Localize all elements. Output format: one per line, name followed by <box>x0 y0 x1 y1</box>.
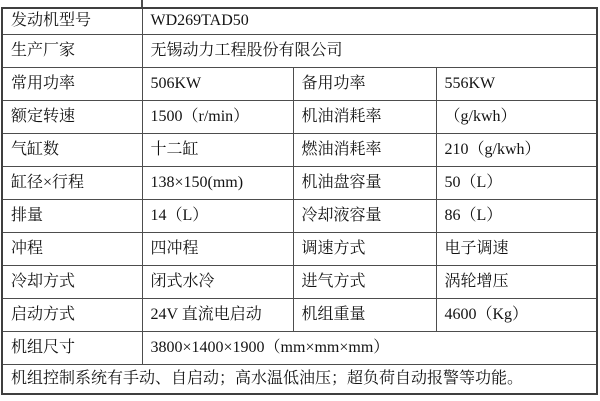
unit-dimensions-label: 机组尺寸 <box>2 331 142 364</box>
table-row <box>2 364 597 394</box>
governor-type-label: 调速方式 <box>293 232 436 265</box>
control-system-note: 机组控制系统有手动、自启动；高水温低油压；超负荷自动报警等功能。 <box>2 364 597 394</box>
rated-speed-label: 额定转速 <box>2 100 142 133</box>
table-row <box>2 166 597 199</box>
standby-power-value: 556KW <box>436 67 597 100</box>
engine-model-value: WD269TAD50 <box>142 8 597 34</box>
cylinder-count-value: 十二缸 <box>142 133 293 166</box>
fuel-consumption-label: 燃油消耗率 <box>293 133 436 166</box>
governor-type-value: 电子调速 <box>436 232 597 265</box>
cooling-method-value: 闭式水冷 <box>142 265 293 298</box>
displacement-label: 排量 <box>2 199 142 232</box>
table-row <box>2 34 597 67</box>
cylinder-count-label: 气缸数 <box>2 133 142 166</box>
unit-weight-label: 机组重量 <box>293 298 436 331</box>
stroke-type-value: 四冲程 <box>142 232 293 265</box>
displacement-value: 14（L） <box>142 199 293 232</box>
manufacturer-label: 生产厂家 <box>2 34 142 67</box>
prime-power-label: 常用功率 <box>2 67 142 100</box>
engine-model-label: 发动机型号 <box>2 8 142 34</box>
air-intake-label: 进气方式 <box>293 265 436 298</box>
table-row <box>2 331 597 364</box>
rated-speed-value: 1500（r/min） <box>142 100 293 133</box>
coolant-capacity-label: 冷却液容量 <box>293 199 436 232</box>
bore-stroke-label: 缸径×行程 <box>2 166 142 199</box>
prime-power-value: 506KW <box>142 67 293 100</box>
coolant-capacity-value: 86（L） <box>436 199 597 232</box>
table-row <box>2 199 597 232</box>
starting-method-label: 启动方式 <box>2 298 142 331</box>
oil-pan-capacity-label: 机油盘容量 <box>293 166 436 199</box>
standby-power-label: 备用功率 <box>293 67 436 100</box>
oil-pan-capacity-value: 50（L） <box>436 166 597 199</box>
bore-stroke-value: 138×150(mm) <box>142 166 293 199</box>
cooling-method-label: 冷却方式 <box>2 265 142 298</box>
table-row <box>2 133 597 166</box>
table-row <box>2 232 597 265</box>
stroke-type-label: 冲程 <box>2 232 142 265</box>
oil-consumption-label: 机油消耗率 <box>293 100 436 133</box>
table-row <box>2 8 597 34</box>
engine-spec-table <box>1 7 598 395</box>
table-row <box>2 67 597 100</box>
starting-method-value: 24V 直流电启动 <box>142 298 293 331</box>
fuel-consumption-value: 210（g/kwh） <box>436 133 597 166</box>
table-row <box>2 100 597 133</box>
table-row <box>2 298 597 331</box>
table-row <box>2 265 597 298</box>
unit-dimensions-value: 3800×1400×1900（mm×mm×mm） <box>142 331 597 364</box>
oil-consumption-value: （g/kwh） <box>436 100 597 133</box>
air-intake-value: 涡轮增压 <box>436 265 597 298</box>
manufacturer-value: 无锡动力工程股份有限公司 <box>142 34 597 67</box>
unit-weight-value: 4600（Kg） <box>436 298 597 331</box>
